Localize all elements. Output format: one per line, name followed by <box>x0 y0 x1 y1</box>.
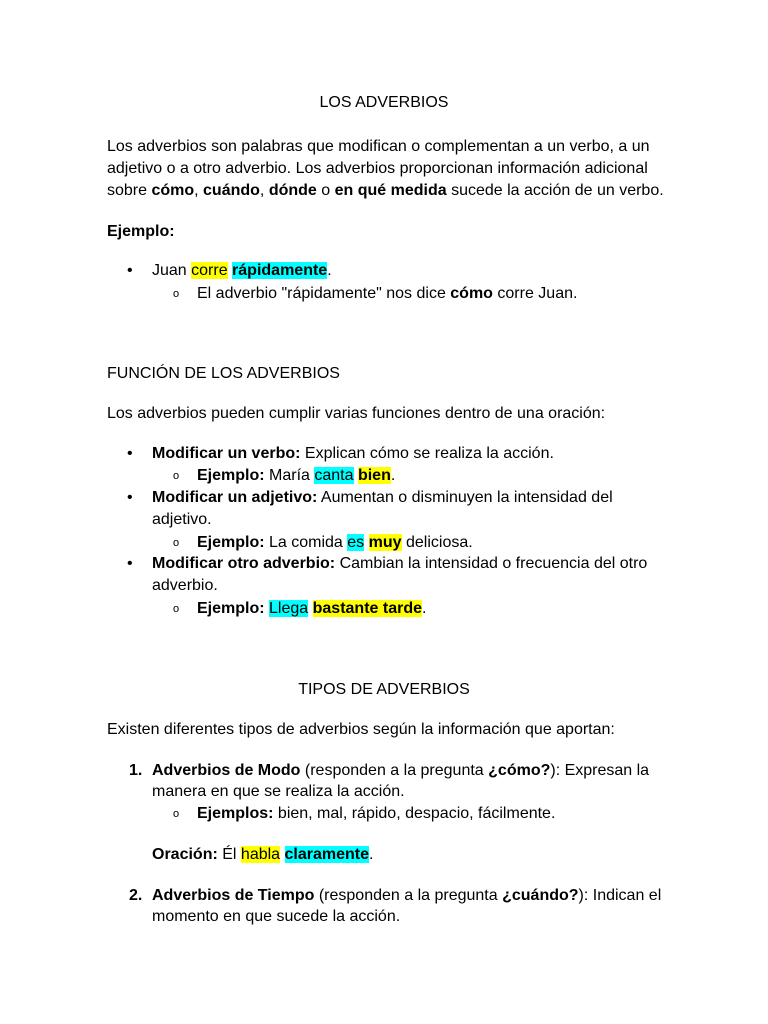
bullet-icon: • <box>127 555 133 572</box>
sub-bullet-icon: o <box>173 808 180 820</box>
bullet-icon: • <box>127 445 133 462</box>
function-example-verbo: Ejemplo: María canta bien. <box>197 467 396 484</box>
list-number: 1. <box>129 762 143 779</box>
function-item-adjetivo: Modificar un adjetivo: Aumentan o disminuyen la intensidad del <box>152 489 613 506</box>
function-item-verbo: Modificar un verbo: Explican cómo se realiza la acción. <box>152 445 554 462</box>
function-item-adverbio: Modificar otro adverbio: Cambian la intensidad o frecuencia del otro <box>152 555 648 572</box>
types-intro: Existen diferentes tipos de adverbios según la información que aportan: <box>107 721 615 738</box>
section-title-los-adverbios: LOS ADVERBIOS <box>319 94 449 111</box>
function-example-adjetivo: Ejemplo: La comida es muy deliciosa. <box>197 534 473 551</box>
function-item-adjetivo-cont: adjetivo. <box>152 511 212 528</box>
type-tiempo: Adverbios de Tiempo (responden a la pregunta ¿cuándo?): Indican el <box>152 887 662 904</box>
sub-bullet-icon: o <box>173 537 180 549</box>
intro-line-3: sobre cómo, cuándo, dónde o en qué medida sucede la acción de un verbo. <box>107 182 664 199</box>
section-title-funcion: FUNCIÓN DE LOS ADVERBIOS <box>107 365 340 382</box>
function-example-adverbio: Ejemplo: Llega bastante tarde. <box>197 600 427 617</box>
intro-line-2: adjetivo o a otro adverbio. Los adverbios proporcionan información adicional <box>107 160 648 177</box>
example-sentence: Juan corre rápidamente. <box>152 262 332 279</box>
sub-bullet-icon: o <box>173 288 180 300</box>
type-modo-examples: Ejemplos: bien, mal, rápido, despacio, fácilmente. <box>197 805 556 822</box>
example-heading: Ejemplo: <box>107 223 175 240</box>
bullet-icon: • <box>127 262 133 279</box>
sub-bullet-icon: o <box>173 470 180 482</box>
sub-bullet-icon: o <box>173 603 180 615</box>
function-intro: Los adverbios pueden cumplir varias funciones dentro de una oración: <box>107 405 606 422</box>
example-explanation: El adverbio "rápidamente" nos dice cómo corre Juan. <box>197 285 578 302</box>
type-modo-sentence: Oración: Él habla claramente. <box>152 846 374 863</box>
list-number: 2. <box>129 887 143 904</box>
type-modo: Adverbios de Modo (responden a la pregunta ¿cómo?): Expresan la <box>152 762 650 779</box>
type-tiempo-cont: momento en que sucede la acción. <box>152 908 401 925</box>
function-item-adverbio-cont: adverbio. <box>152 577 218 594</box>
intro-line-1: Los adverbios son palabras que modifican o complementan a un verbo, a un <box>107 138 650 155</box>
bullet-icon: • <box>127 489 133 506</box>
type-modo-cont: manera en que se realiza la acción. <box>152 783 405 800</box>
section-title-tipos: TIPOS DE ADVERBIOS <box>298 681 470 698</box>
